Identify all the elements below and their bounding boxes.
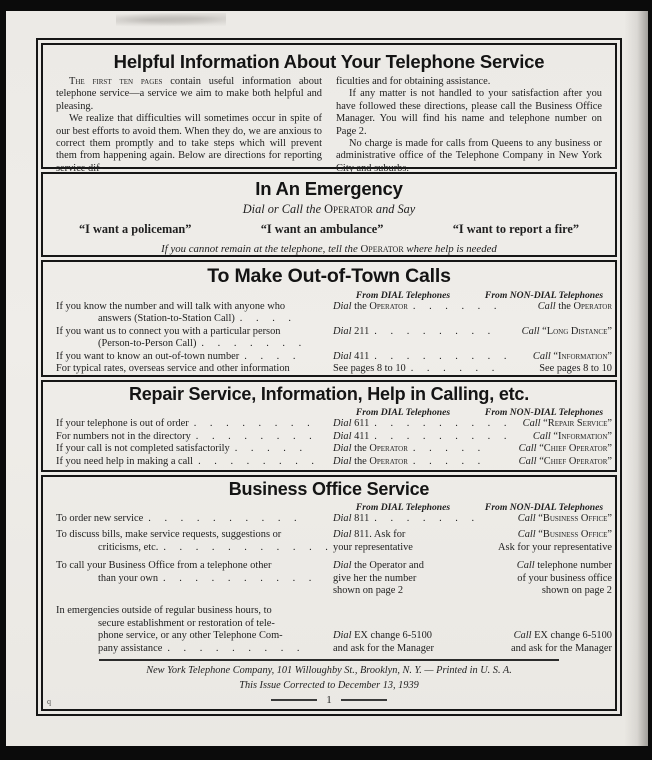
desc-line: For typical rates, overseas service and other information bbox=[56, 363, 290, 375]
nondial-instruction bbox=[473, 301, 615, 313]
call-smallcaps: “Repair Service” bbox=[543, 418, 612, 430]
paragraph bbox=[56, 76, 322, 113]
nondial-instruction bbox=[473, 630, 615, 655]
section-title: To Make Out-of-Town Calls bbox=[207, 265, 451, 287]
dial-text: 211 bbox=[351, 325, 370, 337]
section-out-of-town-calls bbox=[41, 260, 617, 377]
page-footer bbox=[43, 655, 615, 709]
dot-leader: . . . . . bbox=[234, 443, 308, 455]
row-description bbox=[43, 418, 333, 430]
desc-line bbox=[56, 338, 333, 350]
table-row bbox=[43, 351, 615, 363]
table-row bbox=[43, 301, 615, 326]
section-title: In An Emergency bbox=[255, 178, 403, 199]
note-operator: Operator bbox=[360, 243, 404, 255]
dial-verb: Dial bbox=[333, 430, 352, 442]
desc-text: If you need help in making a call bbox=[56, 455, 194, 467]
table-row bbox=[43, 443, 615, 455]
desc-line bbox=[56, 313, 333, 325]
page-number-row bbox=[43, 694, 615, 706]
page-edge-shadow bbox=[624, 11, 648, 746]
dial-instruction bbox=[333, 430, 512, 443]
dial-verb: Dial bbox=[333, 418, 352, 430]
dial-verb: Dial bbox=[333, 630, 352, 642]
row-description bbox=[43, 431, 333, 443]
quote-ambulance: “I want an ambulance” bbox=[260, 222, 384, 236]
call-smallcaps: “Long Distance” bbox=[542, 325, 612, 337]
dial-verb: Dial bbox=[333, 560, 352, 572]
scan-smudge bbox=[116, 13, 226, 27]
call-text: telephone number bbox=[534, 560, 612, 572]
note-text: If you cannot remain at the telephone, tell the bbox=[161, 243, 361, 255]
dial-line: give her the number bbox=[333, 572, 417, 584]
call-smallcaps: “Information” bbox=[553, 430, 612, 442]
dot-leader: . . . . . . . . . . bbox=[163, 572, 317, 584]
table-row bbox=[43, 560, 615, 597]
call-verb: Call bbox=[521, 325, 540, 337]
call-verb: Call bbox=[517, 529, 536, 541]
spacer bbox=[43, 502, 333, 513]
dial-verb: Dial bbox=[333, 455, 352, 467]
dial-text: 611 bbox=[351, 418, 370, 430]
printer-mark: q bbox=[47, 697, 51, 706]
nondial-instruction bbox=[473, 351, 615, 363]
call-verb: Call bbox=[537, 301, 556, 312]
call-verb: Call bbox=[513, 630, 532, 642]
page-number-dash-left bbox=[271, 699, 317, 701]
spacer bbox=[43, 290, 333, 301]
dial-text: the bbox=[351, 455, 370, 467]
header-dial: From DIAL Telephones bbox=[355, 290, 451, 301]
dot-leader: . . . . . . . . bbox=[193, 418, 316, 430]
subtitle-text: and Say bbox=[372, 202, 416, 216]
call-line: shown on page 2 bbox=[541, 584, 612, 596]
call-smallcaps: “Information” bbox=[553, 350, 612, 362]
dot-leader: . . . . bbox=[244, 350, 301, 362]
dial-instruction bbox=[333, 350, 512, 363]
call-smallcaps: “Business Office” bbox=[538, 529, 612, 541]
nondial-instruction bbox=[473, 513, 615, 525]
section-in-an-emergency bbox=[41, 172, 617, 257]
paragraph: We realize that difficulties will sometimes occur in spite of our best efforts to avoid them. When they do, we are anxious to correct them promptly and to take steps which will prevent them from happening again. Below are directions for reporting service dif- bbox=[56, 113, 322, 174]
desc-text: If you want to know an out-of-town number bbox=[56, 350, 240, 362]
header-dial: From DIAL Telephones bbox=[355, 407, 451, 419]
dial-smallcaps: Operator bbox=[369, 455, 408, 467]
table-row bbox=[43, 605, 615, 655]
header-dial: From DIAL Telephones bbox=[355, 501, 451, 513]
row-description bbox=[43, 363, 333, 375]
dot-leader: . . . . . . bbox=[412, 301, 502, 312]
table-row bbox=[43, 529, 615, 554]
quote-fire: “I want to report a fire” bbox=[452, 222, 579, 236]
note-text: where help is needed bbox=[403, 243, 497, 255]
dial-instruction bbox=[333, 529, 473, 554]
call-line bbox=[473, 560, 612, 572]
publisher-line: New York Telephone Company, 101 Willoughby St., Brooklyn, N. Y. — Printed in U. S. A. bbox=[146, 665, 512, 676]
dot-leader: . . . . . . . . bbox=[195, 430, 318, 442]
table-row bbox=[43, 513, 615, 525]
call-line: and ask for the Manager bbox=[511, 642, 612, 654]
dot-leader: . . . . . . . . bbox=[374, 325, 496, 337]
section-title: Helpful Information About Your Telephone Service bbox=[113, 51, 545, 72]
quote-policeman: “I want a policeman” bbox=[79, 222, 192, 236]
helpful-column-left bbox=[56, 76, 322, 175]
spacer bbox=[43, 407, 333, 418]
row-description bbox=[43, 456, 333, 468]
dial-verb: Dial bbox=[333, 529, 352, 541]
nondial-instruction bbox=[473, 529, 615, 554]
desc-line: phone service, or any other Telephone Com- bbox=[98, 630, 283, 642]
dial-line bbox=[333, 630, 473, 642]
call-line: of your business office bbox=[517, 572, 612, 584]
call-line bbox=[473, 529, 612, 541]
row-description bbox=[43, 326, 333, 351]
dial-smallcaps: Operator bbox=[369, 443, 408, 455]
desc-line: If you want us to connect you with a particular person bbox=[56, 325, 281, 337]
emergency-subtitle bbox=[43, 202, 615, 217]
desc-line bbox=[56, 513, 333, 525]
nondial-instruction bbox=[473, 456, 615, 468]
call-smallcaps: “Chief Operator” bbox=[539, 443, 612, 455]
dial-text: See pages 8 to 10 bbox=[333, 363, 406, 375]
nondial-instruction bbox=[473, 326, 615, 338]
dial-line: shown on page 2 bbox=[333, 584, 404, 596]
desc-text: If your call is not completed satisfactorily bbox=[56, 443, 230, 455]
column-headers bbox=[43, 502, 615, 513]
dial-verb: Dial bbox=[333, 350, 352, 362]
desc-text: answers (Station-to-Station Call) bbox=[98, 313, 235, 325]
dial-text: 811 bbox=[351, 512, 370, 524]
scanned-page bbox=[6, 11, 648, 746]
subtitle-text: Dial or Call the bbox=[242, 202, 325, 216]
dial-instruction bbox=[333, 363, 500, 375]
desc-text: For numbers not in the directory bbox=[56, 430, 191, 442]
dial-text: the bbox=[351, 443, 370, 455]
dial-instruction bbox=[333, 418, 512, 430]
column-headers bbox=[43, 290, 615, 301]
dial-text: 411 bbox=[351, 350, 370, 362]
call-verb: Call bbox=[518, 443, 537, 455]
dial-line: and ask for the Manager bbox=[333, 642, 434, 654]
desc-line bbox=[56, 542, 333, 554]
call-verb: Call bbox=[532, 350, 551, 362]
dot-leader: . . . . . . . . bbox=[198, 455, 320, 467]
desc-line bbox=[56, 351, 333, 363]
helpful-column-right bbox=[336, 76, 602, 175]
page-number: 1 bbox=[326, 694, 332, 706]
desc-line bbox=[56, 418, 333, 430]
dot-leader: . . . . . . . . . bbox=[167, 642, 306, 654]
section-business-office bbox=[41, 475, 617, 711]
dot-leader: . . . . . . . . . bbox=[374, 350, 512, 362]
footer-rule bbox=[99, 659, 559, 661]
dot-leader: . . . . . . . . . bbox=[374, 430, 512, 442]
call-line bbox=[473, 630, 612, 642]
dot-leader: . . . . . bbox=[412, 443, 486, 455]
row-description bbox=[43, 560, 333, 585]
dial-text: the bbox=[351, 301, 370, 312]
desc-text: pany assistance bbox=[98, 642, 163, 654]
call-verb: Call bbox=[532, 430, 551, 442]
table-row bbox=[43, 363, 615, 375]
dial-verb: Dial bbox=[333, 443, 352, 455]
dot-leader: . . . . . . . . . . bbox=[148, 512, 303, 524]
call-verb: Call bbox=[518, 455, 537, 467]
call-verb: Call bbox=[522, 418, 541, 430]
row-description bbox=[43, 351, 333, 363]
call-text: the bbox=[555, 301, 574, 312]
desc-text: criticisms, etc. bbox=[98, 541, 159, 553]
nondial-instruction bbox=[473, 560, 615, 597]
table-row bbox=[43, 418, 615, 430]
desc-text: To order new service bbox=[56, 512, 144, 524]
paragraph-text: contain useful information about telephone service—a service we aim to make both helpful and pleasing. bbox=[56, 76, 322, 112]
dial-line bbox=[333, 529, 473, 541]
paragraph: No charge is made for calls from Queens to any business or administrative office of the Telephone Company in New York City and suburbs. bbox=[336, 138, 602, 174]
dial-verb: Dial bbox=[333, 325, 352, 337]
desc-line bbox=[56, 443, 333, 455]
call-smallcaps: “Business Office” bbox=[538, 512, 612, 524]
nondial-instruction bbox=[473, 418, 615, 430]
emergency-quotes bbox=[43, 222, 615, 237]
emergency-note bbox=[43, 243, 615, 255]
dial-instruction bbox=[333, 443, 486, 455]
desc-line: In emergencies outside of regular business hours, to bbox=[56, 605, 272, 617]
dot-leader: . . . . . . bbox=[410, 363, 500, 375]
table-row bbox=[43, 456, 615, 468]
table-row bbox=[43, 326, 615, 351]
table-row bbox=[43, 431, 615, 443]
call-text: EX change 6-5100 bbox=[531, 630, 612, 642]
row-description bbox=[43, 301, 333, 326]
row-description bbox=[43, 513, 333, 525]
call-line: Ask for your representative bbox=[498, 541, 612, 553]
dial-line: your representative bbox=[333, 541, 413, 553]
call-smallcaps: “Chief Operator” bbox=[539, 455, 612, 467]
dial-line bbox=[333, 560, 473, 572]
issue-date-line: This Issue Corrected to December 13, 1939 bbox=[239, 680, 419, 691]
desc-text: than your own bbox=[98, 572, 159, 584]
dial-instruction bbox=[333, 512, 480, 525]
dot-leader: . . . . . bbox=[412, 455, 486, 467]
call-smallcaps: Operator bbox=[573, 301, 612, 312]
dial-text: 411 bbox=[351, 430, 370, 442]
dial-instruction bbox=[333, 301, 502, 313]
desc-line: To discuss bills, make service requests, suggestions or bbox=[56, 529, 282, 541]
row-description bbox=[43, 605, 333, 655]
helpful-columns bbox=[43, 73, 615, 175]
dot-leader: . . . . bbox=[239, 313, 297, 325]
dial-instruction bbox=[333, 630, 473, 655]
section-repair-service bbox=[41, 380, 617, 472]
smallcaps-lead: The first ten pages bbox=[69, 76, 163, 87]
subtitle-operator: Operator bbox=[324, 202, 373, 216]
desc-line bbox=[56, 643, 333, 655]
column-headers bbox=[43, 407, 615, 418]
call-text: See pages 8 to 10 bbox=[539, 363, 612, 375]
dial-smallcaps: Operator bbox=[369, 301, 408, 312]
page-frame bbox=[36, 38, 622, 716]
section-title: Business Office Service bbox=[228, 478, 430, 499]
header-nondial: From NON-DIAL Telephones bbox=[484, 290, 604, 301]
desc-line bbox=[56, 456, 333, 468]
dial-text: EX change 6-5100 bbox=[351, 630, 432, 642]
dot-leader: . . . . . . . . . bbox=[374, 418, 512, 430]
paragraph: If any matter is not handled to your satisfaction after you have followed these directions, please call the Business Office Manager. You will find his name and telephone number on Page 2. bbox=[336, 88, 602, 137]
dot-leader: . . . . . . . . . . . bbox=[163, 541, 334, 553]
page-number-dash-right bbox=[341, 699, 387, 701]
dial-instruction bbox=[333, 325, 496, 338]
call-verb: Call bbox=[517, 512, 536, 524]
nondial-instruction bbox=[473, 443, 615, 455]
call-verb: Call bbox=[516, 560, 535, 572]
desc-text: (Person-to-Person Call) bbox=[98, 338, 197, 350]
header-nondial: From NON-DIAL Telephones bbox=[484, 407, 604, 419]
dial-verb: Dial bbox=[333, 301, 352, 312]
dial-instruction bbox=[333, 560, 473, 597]
dial-instruction bbox=[333, 455, 486, 468]
section-helpful-information bbox=[41, 43, 617, 174]
desc-line: secure establishment or restoration of tele- bbox=[98, 617, 275, 629]
section-title: Repair Service, Information, Help in Calling, etc. bbox=[128, 384, 530, 405]
dial-text: the Operator and bbox=[351, 560, 424, 572]
nondial-instruction bbox=[473, 431, 615, 443]
row-description bbox=[43, 443, 333, 455]
dial-verb: Dial bbox=[333, 512, 352, 524]
row-description bbox=[43, 529, 333, 554]
dot-leader: . . . . . . . bbox=[201, 338, 307, 350]
desc-line: If you know the number and will talk with anyone who bbox=[56, 301, 286, 312]
nondial-instruction bbox=[473, 363, 615, 375]
dial-text: 811. Ask for bbox=[351, 529, 406, 541]
header-nondial: From NON-DIAL Telephones bbox=[484, 501, 604, 513]
desc-text: If your telephone is out of order bbox=[56, 418, 189, 430]
desc-line: To call your Business Office from a telephone other bbox=[56, 560, 272, 572]
desc-line bbox=[56, 573, 333, 585]
dot-leader: . . . . . . . bbox=[374, 512, 480, 524]
desc-line bbox=[56, 431, 333, 443]
paragraph: ficulties and for obtaining assistance. bbox=[336, 76, 491, 87]
